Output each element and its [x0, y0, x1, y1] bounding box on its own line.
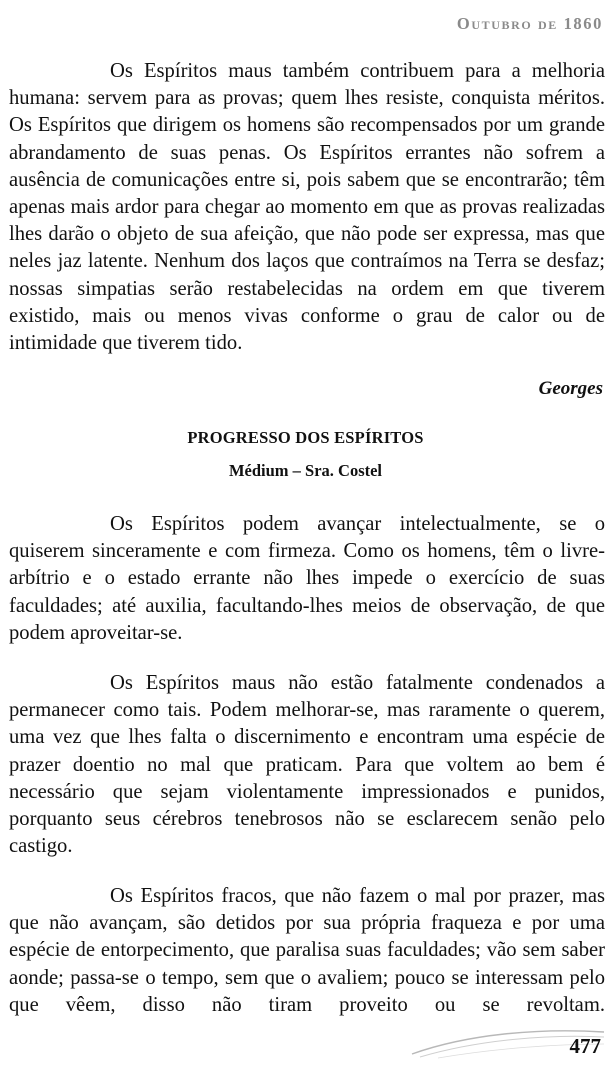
section-title: PROGRESSO DOS ESPÍRITOS [187, 428, 424, 447]
running-header: Outubro de 1860 [456, 14, 603, 33]
paragraph-evil-spirits-not-condemned: Os Espíritos maus não estão fatalmente condenados a permanecer como tais. Podem melhorar-se, mas raramente o querem, uma vez que lhes falta o discernimento e encontram uma espécie de prazer doentio no mal que praticam. Para que voltem ao bem é necessário que sejam violentamente impressionados e punidos, porquanto seus cérebros tenebrosos não se esclarecem senão pelo castigo. [9, 672, 605, 858]
section-subtitle-medium: Médium – Sra. Costel [228, 461, 383, 480]
paragraph-intellectual-progress: Os Espíritos podem avançar intelectualmente, se o quiserem sinceramente e com firmeza. Como os homens, têm o livre-arbítrio e o estado errante não lhes impede o exercício de suas faculdades; até auxilia, facultando-lhes meios de observação, de que podem aproveitar-se. [9, 513, 605, 644]
paragraph-weak-spirits: Os Espíritos fracos, que não fazem o mal por prazer, mas que não avançam, são detidos por sua própria fraqueza e por uma espécie de entorpecimento, que paralisa suas faculdades; vão sem saber aonde; passa-se o tempo, sem que o avaliem; pouco se interessam pelo que vêem, disso não tiram proveito ou se revoltam. [9, 885, 605, 1016]
page-number: 477 [569, 1034, 601, 1058]
paragraph-evil-spirits-contribute: Os Espíritos maus também contribuem para a melhoria humana: servem para as provas; quem lhes resiste, conquista méritos. Os Espíritos que dirigem os homens são recompensados por um grande abrandamento de suas penas. Os Espíritos errantes não sofrem a ausência de comunicações entre si, pois sabem que se encontrarão; têm apenas mais ardor para chegar ao momento em que as provas realizadas lhes darão o objeto de sua afeição, que não pode ser expressa, mas que neles jaz latente. Nenhum dos laços que contraímos na Terra se desfaz; nossas simpatias serão restabelecidas na ordem em que tiverem existido, mais ou menos vivas conforme o grau de calor ou de intimidade que tiverem tido. [9, 60, 605, 355]
signature-georges: Georges [538, 378, 603, 399]
